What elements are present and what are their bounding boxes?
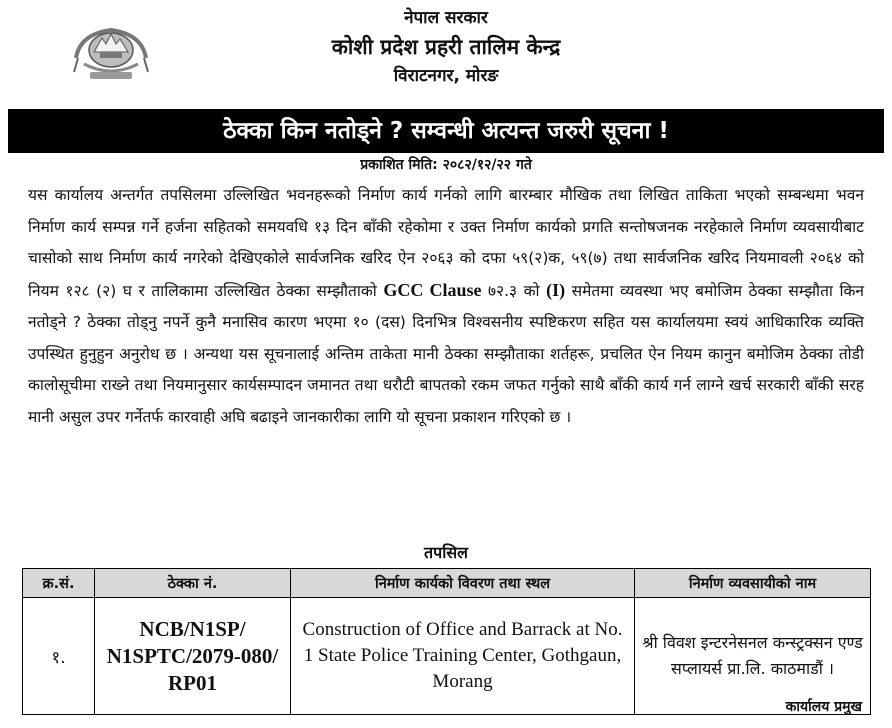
cell-work: Construction of Office and Barrack at No. 1 State Police Training Center, Gothgaun, Morang	[291, 598, 635, 715]
gcc-clause: GCC Clause	[383, 279, 482, 300]
body-part-1: यस कार्यालय अन्तर्गत तपसिलमा उल्लिखित भवनहरूको निर्माण कार्य गर्नको लागि बारम्बार मौखिक तथा लिखित ताकिता भएको सम्बन्धमा भवन निर्माण कार्य सम्पन्न गर्ने हर्जना सहितको समयवधि १३ दिन बाँकी रहेकोमा र उक्त निर्माण कार्यको प्रगति सन्तोषजनक नरहेकाले निर्माण व्यवसायीबाट चासोको साथ निर्माण कार्य नगरेको देखिएकोले सार्वजनिक खरिद ऐन २०६३ को दफा ५९(२)क, ५९(७) तथा सार्वजनिक खरिद नियमावली २०६४ को नियम १२८ (२) घ र तालिकामा उल्लिखित ठेक्का सम्झौताको	[28, 186, 864, 300]
published-date: प्रकाशित मिति: २०८२/१२/२२ गते	[360, 157, 532, 173]
cell-contractor: श्री विवश इन्टरनेसनल कन्स्ट्रक्सन एण्ड सप्लायर्स प्रा.लि. काठमाडौं ।	[635, 598, 871, 715]
contract-table	[22, 568, 871, 715]
notice-title: ठेक्का किन नतोड्ने ? सम्वन्धी अत्यन्त जरुरी सूचना !	[8, 109, 884, 153]
office-location: विराटनगर, मोरङ	[393, 66, 499, 86]
body-part-2: ७२.३ को	[488, 281, 540, 300]
letterhead	[0, 6, 892, 90]
column-header-sn: क्र.सं.	[23, 569, 95, 598]
table-row	[23, 598, 871, 715]
notice-body	[28, 180, 864, 433]
cell-contract-no: NCB/N1SP/ N1SPTC/2079-080/ RP01	[95, 598, 291, 715]
schedule-title: तपसिल	[423, 543, 469, 562]
column-header-work: निर्माण कार्यको विवरण तथा स्थल	[291, 569, 635, 598]
column-header-contractor: निर्माण व्यवसायीको नाम	[635, 569, 871, 598]
signatory-title: कार्यालय प्रमुख	[785, 699, 862, 715]
body-part-3: समेतमा व्यवस्था भए बमोजिम ठेक्का सम्झौता किन नतोड्ने ? ठेक्का तोड्नु नपर्ने कुनै मनासिव कारण भएमा १० (दस) दिनभित्र विश्वसनीय स्पष्टिकरण सहित यस कार्यालयमा स्वयं आधिकारिक व्यक्ति उपस्थित हुनुहुन अनुरोध छ । अन्यथा यस सूचनालाई अन्तिम ताकेता मानी ठेक्का सम्झौताका शर्तहरू, प्रचलित ऐन नियम कानुन बमोजिम ठेक्का तोडी कालोसूचीमा राख्ने तथा नियमानुसार कार्यसम्पादन जमानत तथा धरौटी बापतको रकम जफत गर्नुको साथै बाँकी कार्य गर्न लाग्ने खर्च सरकारी बाँकी सरह मानी असुल उपर गर्नेतर्फ कारवाही अघि बढाइने जानकारीका लागि यो सूचना प्रकाशन गरिएको छ ।	[28, 281, 864, 426]
government-name: नेपाल सरकार	[404, 8, 488, 28]
office-name: कोशी प्रदेश प्रहरी तालिम केन्द्र	[331, 35, 561, 59]
column-header-contract-no: ठेक्का नं.	[95, 569, 291, 598]
clause-item: (I)	[546, 279, 566, 300]
cell-sn: १.	[23, 598, 95, 715]
table-header-row	[23, 569, 871, 598]
